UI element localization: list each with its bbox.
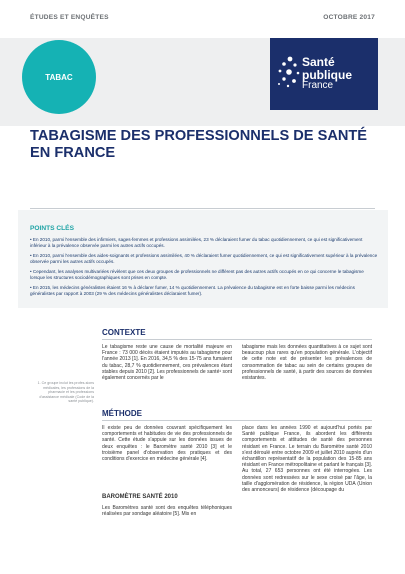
publication-date: OCTOBRE 2017 [323,14,375,21]
context-title: CONTEXTE [102,328,146,337]
section-label: ÉTUDES ET ENQUÊTES [30,14,109,21]
key-point-item: • Cependant, les analyses multivariées révèlent que ces deux groupes de professionnels ne diffèrent pas des autres actifs occupés en ce qui concerne le tabagisme lorsque les structures sociodémographiques sont prises en compte. [30,269,364,280]
barometre-paragraph: Les Baromètres santé sont des enquêtes téléphoniques réalisées par sondage aléatoire [5]. Mis en [102,505,232,518]
key-point-item: • En 2010, parmi l'ensemble des infirmiers, sages-femmes et professions assimilées, 23 % déclaraient fumer du tabac quotidiennement, ce qui est significativement inférieur à la prévalence observée parmi les autres actifs occupés. [30,237,363,248]
key-point-item: • En 2015, les médecins généralistes étaient 16 % à déclarer fumer, 14 % quotidiennement. La prévalence du tabagisme est en forte baisse parmi les médecins généralistes par rapport à 2003 (29 % des médecins généralistes déclaraient fumer). [30,285,355,296]
document-title: TABAGISME DES PROFESSIONNELS DE SANTÉ EN FRANCE [30,128,368,161]
brand-line-3: France [302,80,334,92]
brand-line-2: publique [302,67,352,82]
method-column-1 [102,425,232,462]
method-divider [102,420,372,421]
context-text-2: tabagisme mais les données quantitatives à ce sujet sont beaucoup plus rares qu'en population générale. L'objectif de cette note est de présenter les prévalences de consommation de tabac au sein de certains groupes de professionnels de santé, à partir des sources de données existantes. [242,344,372,382]
brand-line-1: Santé [302,55,335,70]
context-column-2 [242,344,372,381]
context-divider [102,339,372,340]
topic-badge-label: TABAC [45,72,73,82]
method-title: MÉTHODE [102,409,142,418]
barometre-subtitle: BAROMÈTRE SANTÉ 2010 [102,494,178,500]
key-points-list [30,237,378,301]
dots-icon [276,56,302,90]
barometre-text [102,505,232,517]
key-points-title: POINTS CLÉS [30,225,74,232]
method-text-2: place dans les années 1990 et aujourd'hui portés par Santé publique France, ils abordent les différents comportements et attitudes de santé des personnes résidant en France. Le terrain du Baromètre santé 2010 s'est déroulé entre octobre 2009 et juillet 2010 auprès d'un échantillon représentatif de la population des 15-85 ans résidant en France métropolitaine et parlant le français [3]. Au total, 27 653 personnes ont été interrogées. Les données sont redressées sur le sexe croisé par l'âge, la taille d'agglomération de résidence, la région UDA (Union des annonceurs) de résidence (découpage du [242,425,372,494]
topic-badge [22,40,96,114]
method-column-2 [242,425,372,493]
key-point-item: • En 2010, parmi l'ensemble des aides-soignants et professions assimilées, 40 % déclaraient fumer quotidiennement, ce qui est significativement supérieur à la prévalence observée parmi les autres actifs occupés. [30,253,378,264]
brand-logo [270,38,378,110]
method-text-1: Il existe peu de données couvrant spécifiquement les comportements et habitudes de vie des professionnels de santé. Cette étude s'appuie sur les données issues de deux enquêtes : le Baromètre santé 2010 [3] et le troisième panel d'observation des pratiques et des conditions d'exercice en médecine générale [4]. [102,425,232,463]
brand-name [302,56,352,92]
header-bar [30,14,375,24]
footnote: 1. Ce groupe inclut les profes-sions médicales, les professions de la pharmacie et les professions d'assistance médicale (Code de la santé publique). [37,381,94,404]
title-divider [30,208,375,209]
context-column-1 [102,344,232,381]
context-text-1: Le tabagisme reste une cause de mortalité majeure en France : 73 000 décès étaient imputés au tabagisme pour l'année 2013 [1]. En 2016, 34,5 % des 15-75 ans fumaient du tabac, 28,7 % quotidiennement, ces prévalences étant stables depuis 2010 [2]. Les professionnels de santé¹ sont également concernés par le [102,344,232,382]
